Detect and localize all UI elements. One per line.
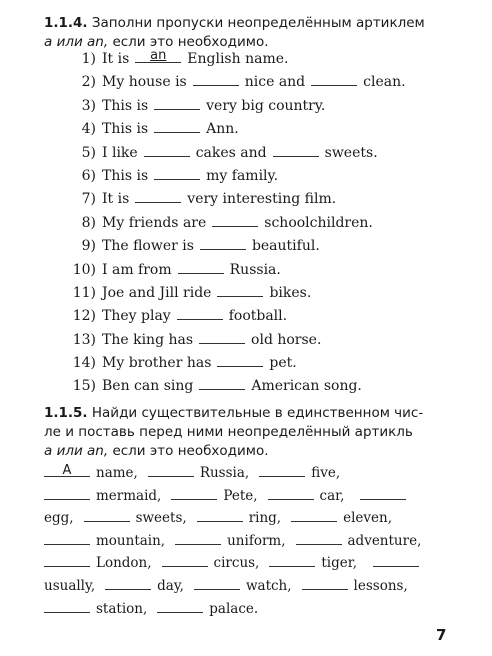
word-row [44,552,454,575]
sentence-row [64,48,464,71]
article-blank[interactable] [269,555,315,567]
sentence-end: very big country. [206,97,326,114]
noun-word: lessons, [353,577,408,594]
task-2-heading [44,404,464,461]
noun-word: adventure, [347,532,422,549]
task-2-heading-line-1 [44,404,464,423]
task-1-number: 1.1.4. [44,15,88,31]
sentence-number: 13) [72,331,96,348]
article-blank-second[interactable] [311,73,357,86]
sentence-number: 14) [72,355,96,372]
sentence-start: My friends are [102,214,207,231]
sentence-start: My brother has [102,355,212,372]
sentence-end: football. [228,308,288,325]
article-blank[interactable] [199,331,245,344]
task-2-heading-line-2: ле и поставь перед ними неопределённый артикль [44,424,413,440]
sentence-row [64,282,464,305]
sentence-row [64,259,464,282]
noun-word: car, [319,487,345,504]
sentence-number: 11) [72,284,96,301]
article-blank[interactable] [177,307,223,320]
article-blank[interactable] [178,261,224,274]
sentence-start: My house is [102,74,187,91]
word-row [44,575,454,598]
sentence-row [64,142,464,165]
article-blank[interactable] [197,510,243,522]
task-2-heading-line-3 [44,442,464,461]
sentence-end: Russia. [229,261,281,278]
sentence-number: 4) [81,121,96,138]
word-row [44,462,454,485]
noun-word: eleven, [343,510,392,527]
noun-word: mermaid, [96,487,162,504]
article-blank[interactable] [217,354,263,367]
article-blank[interactable] [84,510,130,522]
article-blank[interactable] [154,167,200,180]
sentence-row [64,352,464,375]
sentence-number: 1) [81,51,96,67]
article-blank[interactable] [135,50,181,63]
article-blank[interactable] [105,578,151,590]
sentence-row [64,188,464,211]
task-1-heading-line-1 [44,14,464,33]
article-blank[interactable] [199,377,245,390]
sentence-row [64,118,464,141]
task-1-sentence-list [64,48,464,399]
article-blank[interactable] [162,555,208,567]
word-row [44,507,454,530]
sentence-end-second: clean. [363,74,406,91]
article-blank[interactable] [217,284,263,297]
article-blank[interactable] [135,190,181,203]
sentence-end: Ann. [206,121,239,138]
task-2-articles: a или an, [44,443,109,459]
sentence-number: 3) [81,97,96,114]
article-blank[interactable] [302,578,348,590]
noun-word: uniform, [227,532,286,549]
sentence-number: 8) [81,214,96,231]
sentence-start: The king has [102,331,194,348]
handwritten-answer: A [62,463,72,478]
article-blank[interactable] [148,465,194,477]
sentence-number: 10) [72,261,96,278]
article-blank[interactable] [212,214,258,227]
article-blank[interactable] [144,144,190,157]
article-blank[interactable] [373,555,419,567]
noun-word: egg, [44,510,74,527]
sentence-number: 7) [81,191,96,208]
task-1-instruction: Заполни пропуски неопределённым артиклем [91,15,425,31]
task-1-heading [44,14,464,52]
noun-word: station, [96,600,148,617]
sentence-row [64,71,464,94]
page-number: 7 [436,626,447,644]
word-row [44,598,454,621]
sentence-end: my family. [206,167,279,184]
noun-word: ring, [248,510,282,527]
sentence-row [64,375,464,398]
sentence-number: 5) [81,144,96,161]
sentence-end: nice and [244,74,306,91]
noun-word: tiger, [321,555,357,572]
word-row [44,530,454,553]
article-blank[interactable] [175,533,221,545]
article-blank[interactable] [157,601,203,613]
sentence-start: The flower is [102,238,194,255]
article-blank[interactable] [44,555,90,567]
article-blank[interactable] [200,237,246,250]
sentence-end: pet. [269,355,297,372]
noun-word: watch, [245,577,292,594]
sentence-number: 9) [81,238,96,255]
task-2-instruction-rest: если это необходимо. [112,443,269,459]
article-blank[interactable] [44,488,90,500]
task-2-word-grid [44,462,454,620]
sentence-end: schoolchildren. [264,214,373,231]
noun-word: palace. [209,600,259,617]
sentence-start: They play [102,308,171,325]
noun-word: day, [157,577,184,594]
article-blank[interactable] [194,578,240,590]
sentence-end: bikes. [269,284,312,301]
sentence-start: I am from [102,261,172,278]
sentence-start: It is [102,191,130,208]
task-1-articles: a или an, [44,34,109,50]
sentence-start: This is [102,121,149,138]
sentence-number: 2) [81,74,96,91]
noun-word: Russia, [199,465,250,481]
sentence-end: beautiful. [251,238,320,255]
sentence-start: This is [102,97,149,114]
sentence-start: Joe and Jill ride [102,284,212,301]
noun-word: name, [96,465,138,481]
article-blank[interactable] [154,120,200,133]
sentence-row [64,95,464,118]
sentence-number: 12) [72,308,96,325]
article-blank[interactable] [44,601,90,613]
article-blank[interactable] [291,510,337,522]
sentence-start: I like [102,144,138,161]
noun-word: sweets, [135,510,187,527]
task-1-instruction-rest: если это необходимо. [112,34,269,50]
article-blank[interactable] [171,488,217,500]
article-blank[interactable] [360,488,406,500]
noun-word: five, [311,465,341,481]
sentence-start: Ben can sing [102,378,194,395]
sentence-start: It is [102,51,130,67]
sentence-number: 15) [72,378,96,395]
word-row [44,485,454,508]
article-blank[interactable] [268,488,314,500]
sentence-end: very interesting film. [187,191,337,208]
sentence-end: old horse. [251,331,322,348]
sentence-end: American song. [251,378,362,395]
sentence-end: English name. [187,51,289,67]
noun-word: Pete, [223,487,258,504]
sentence-end: cakes and [195,144,267,161]
sentence-row [64,165,464,188]
noun-word: usually, [44,577,96,594]
sentence-number: 6) [81,167,96,184]
sentence-row [64,235,464,258]
article-blank-second[interactable] [273,144,319,157]
sentence-end-second: sweets. [324,144,378,161]
task-2-number: 1.1.5. [44,405,88,421]
noun-word: circus, [213,555,260,572]
article-blank[interactable] [259,465,305,477]
noun-word: London, [96,555,152,572]
noun-word: mountain, [96,532,166,549]
article-blank[interactable] [44,465,90,477]
sentence-start: This is [102,167,149,184]
article-blank[interactable] [193,73,239,86]
task-2-instruction: Найди существительные в единственном чис- [91,405,424,421]
article-blank[interactable] [44,533,90,545]
handwritten-answer: an [150,48,167,63]
article-blank[interactable] [154,97,200,110]
sentence-row [64,305,464,328]
article-blank[interactable] [296,533,342,545]
sentence-row [64,212,464,235]
sentence-row [64,329,464,352]
